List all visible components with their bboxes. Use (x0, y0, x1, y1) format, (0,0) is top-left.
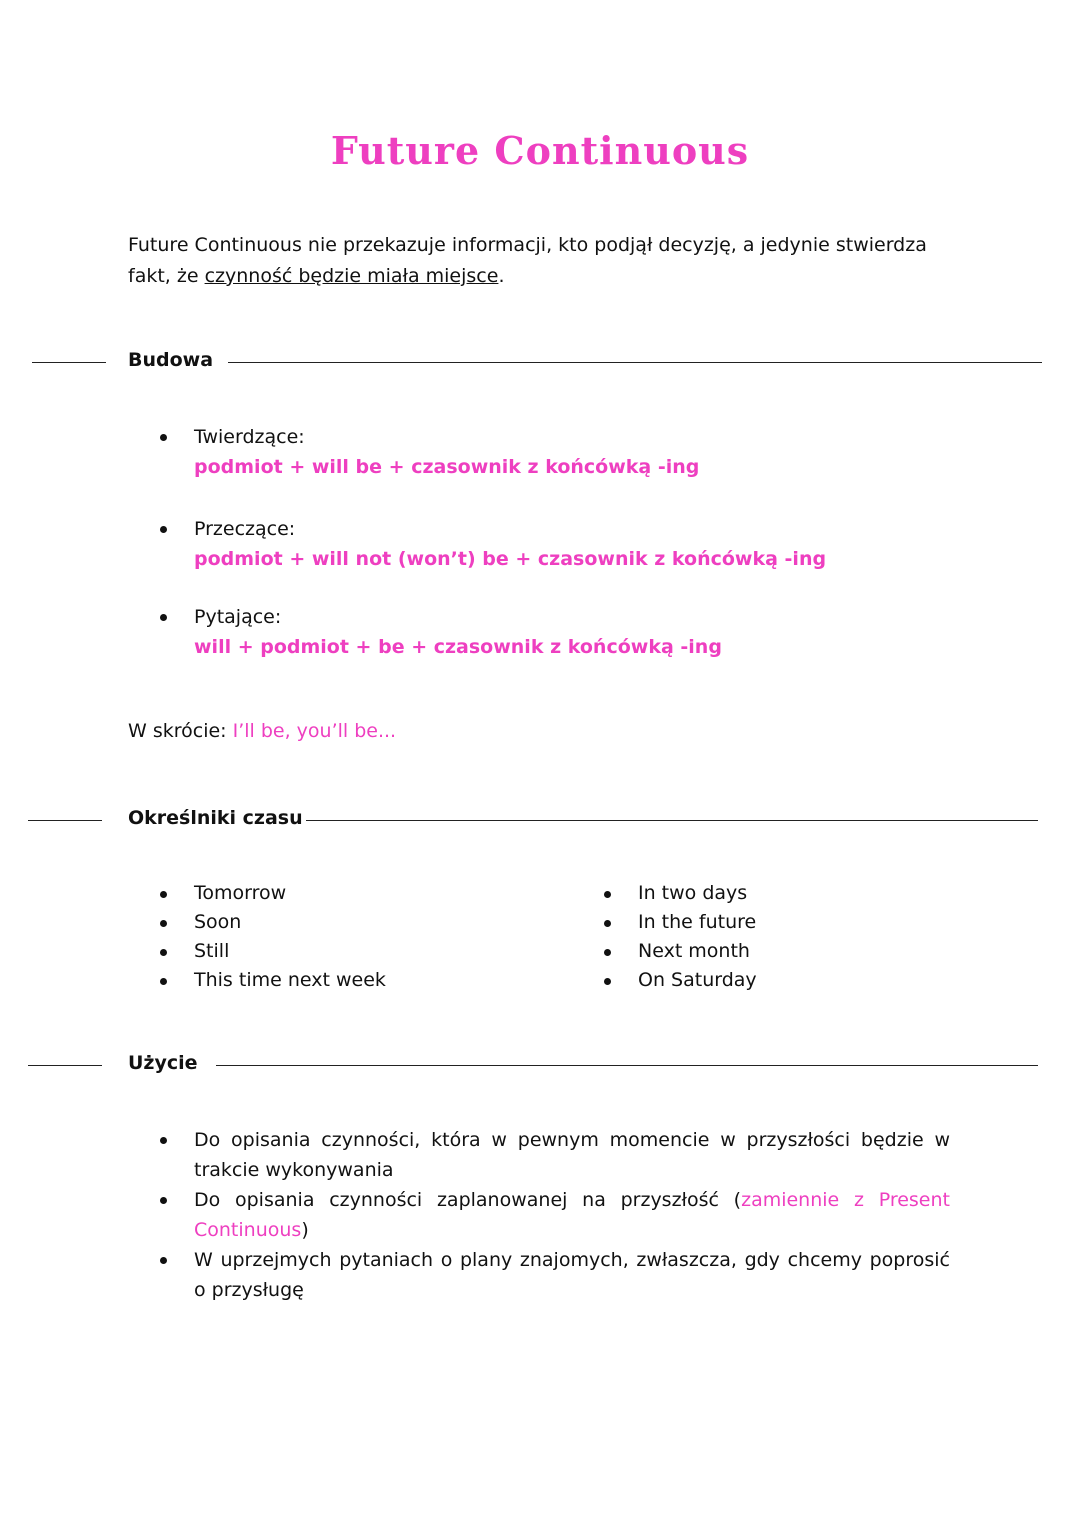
list-item: This time next week (128, 966, 386, 995)
page-title: Future Continuous (330, 128, 750, 173)
structure-question (128, 602, 826, 662)
usage-list (128, 1125, 1080, 1305)
structure-label: Twierdzące: (194, 426, 305, 448)
intro-text: Future Continuous nie przekazuje informacji, kto podjął decyzję, a jedynie stwierdza fakt, że (128, 234, 927, 287)
section-rule-left (28, 820, 102, 821)
usage-item-2-highlight: zamiennie z Present Continuous (194, 1189, 950, 1241)
intro-paragraph (128, 230, 968, 292)
section-title-budowa: Budowa (128, 349, 214, 371)
time-words-left (128, 879, 386, 995)
structure-label: Przeczące: (194, 518, 296, 540)
section-rule-left (32, 362, 106, 363)
structure-formula: podmiot + will not (won’t) be + czasownik z końcówką -ing (194, 548, 827, 570)
list-item: Next month (572, 937, 757, 966)
list-item: Still (128, 937, 386, 966)
structure-formula: podmiot + will be + czasownik z końcówką -ing (194, 456, 700, 478)
section-rule-right (228, 362, 1042, 363)
shortcut-value: I’ll be, you’ll be... (232, 720, 397, 742)
section-title-okresliniki: Określniki czasu (128, 807, 303, 829)
time-words-right (572, 879, 757, 995)
usage-item-2 (128, 1185, 950, 1245)
section-rule-left (28, 1065, 102, 1066)
shortcut-line (128, 720, 396, 742)
structure-label: Pytające: (194, 606, 282, 628)
list-item: Soon (128, 908, 386, 937)
section-header-budowa (0, 347, 1080, 377)
intro-period: . (498, 265, 505, 287)
section-header-okresliniki (0, 805, 1080, 835)
list-item: In two days (572, 879, 757, 908)
section-header-uzycie (0, 1050, 1080, 1080)
list-item: In the future (572, 908, 757, 937)
usage-item-1: Do opisania czynności, która w pewnym momencie w przyszłości będzie w trakcie wykonywania (128, 1125, 950, 1185)
list-item: Tomorrow (128, 879, 386, 908)
intro-underlined: czynność będzie miała miejsce (204, 265, 499, 287)
list-item: On Saturday (572, 966, 757, 995)
usage-item-2-close: ) (301, 1219, 309, 1241)
section-rule-right (216, 1065, 1038, 1066)
section-title-uzycie: Użycie (128, 1052, 198, 1074)
shortcut-label: W skrócie: (128, 720, 233, 742)
structure-formula: will + podmiot + be + czasownik z końcówką -ing (194, 636, 722, 658)
structure-list (128, 422, 826, 694)
section-rule-right (306, 820, 1038, 821)
structure-negative (128, 514, 826, 574)
structure-affirmative (128, 422, 826, 482)
usage-item-2-text: Do opisania czynności zaplanowanej na przyszłość ( (194, 1189, 742, 1211)
usage-item-3: W uprzejmych pytaniach o plany znajomych, zwłaszcza, gdy chcemy poprosić o przysługę (128, 1245, 950, 1305)
